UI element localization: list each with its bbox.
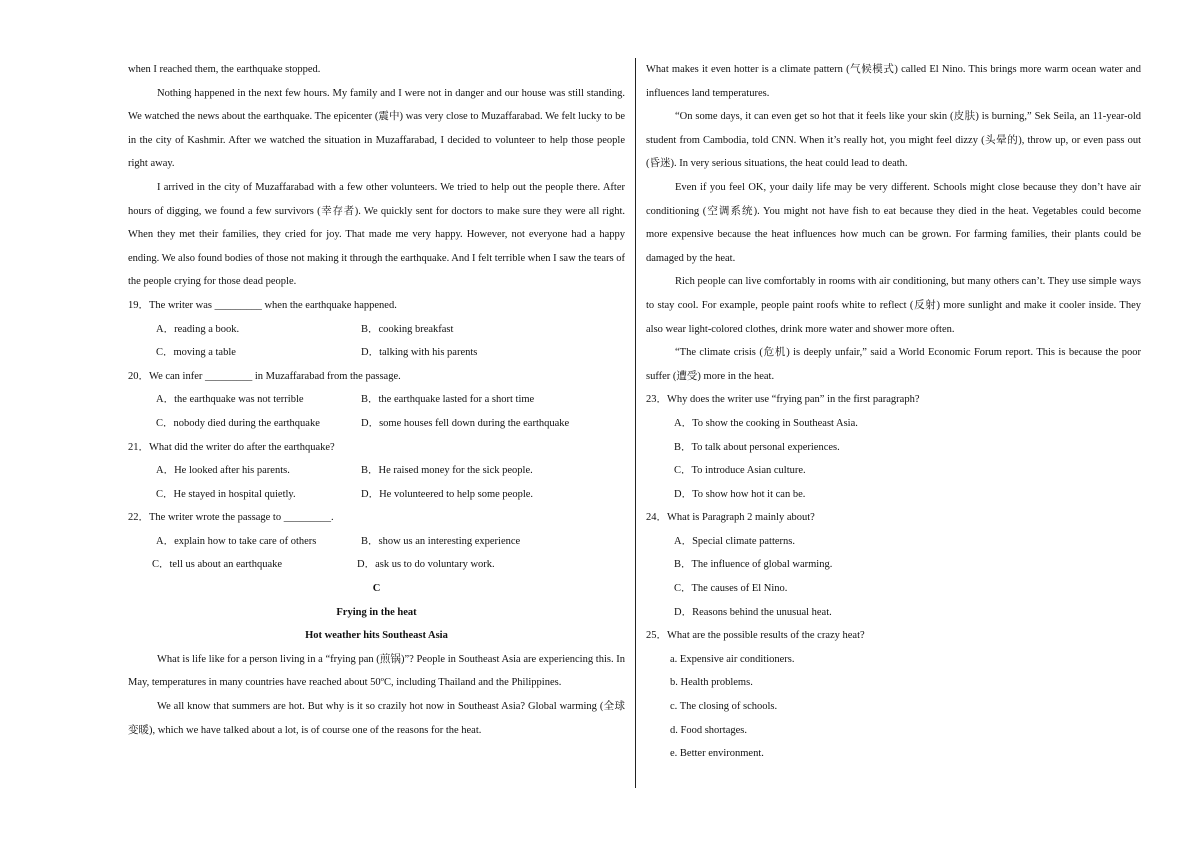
- question-19: 19．The writer was _________ when the earthquake happened.: [128, 299, 397, 311]
- paragraph: What is life like for a person living in a “frying pan (煎锅)”? People in Southeast Asia are experiencing this. In May, temperatures in many countries have reached about 50ºC, including Thailand and the Philippines.: [128, 653, 625, 689]
- option: B．To talk about personal experiences.: [674, 441, 840, 453]
- option: C．nobody died during the earthquake: [156, 417, 320, 429]
- right-column: [646, 58, 1141, 766]
- option: B．show us an interesting experience: [361, 535, 521, 547]
- options-row: [128, 318, 625, 342]
- options-row: [128, 388, 625, 412]
- question-24: 24．What is Paragraph 2 mainly about?: [646, 512, 815, 524]
- option: A．To show the cooking in Southeast Asia.: [674, 417, 858, 429]
- option: D．talking with his parents: [361, 347, 478, 359]
- paragraph: “On some days, it can even get so hot that it feels like your skin (皮肤) is burning,” Sek Seila, an 11-year-old student from Cambodia, told CNN. When it’s really hot, you might feel dizzy (头晕的), throw up, or even pass out (昏迷). In very serious situations, the heat could lead to death.: [646, 111, 1141, 170]
- paragraph: Nothing happened in the next few hours. My family and I were not in danger and our house was still standing. We watched the news about the earthquake. The epicenter (震中) was very close to Muzaffarabad. We felt lucky to be in the city of Kashmir. After we watched the situation in Muzaffarabad, I decided to volunteer to help those people right away.: [128, 87, 625, 170]
- paragraph: when I reached them, the earthquake stopped.: [128, 64, 321, 75]
- options-row: [128, 459, 625, 483]
- paragraph: Even if you feel OK, your daily life may be very different. Schools might close because they don’t have air conditioning (空调系统). You might not have fish to eat because they died in the heat. Vegetables could become more expensive because the heat influences how much can be grown. For farming families, their plants could be damaged by the heat.: [646, 181, 1141, 264]
- option: C．The causes of El Nino.: [674, 583, 788, 595]
- question-20: 20．We can infer _________ in Muzaffarabad from the passage.: [128, 370, 401, 382]
- option: C．To introduce Asian culture.: [674, 465, 806, 477]
- option: C．He stayed in hospital quietly.: [156, 488, 296, 500]
- options-row: [128, 530, 625, 554]
- option: A．reading a book.: [156, 323, 240, 335]
- question-23: 23．Why does the writer use “frying pan” in the first paragraph?: [646, 394, 920, 406]
- option: C．tell us about an earthquake: [152, 559, 283, 571]
- question-22: 22．The writer wrote the passage to _________.: [128, 512, 334, 524]
- option: B．The influence of global warming.: [674, 559, 833, 571]
- option: B．cooking breakfast: [361, 323, 454, 335]
- options-row: [128, 483, 625, 507]
- option: D．Reasons behind the unusual heat.: [674, 606, 832, 618]
- question-21: 21．What did the writer do after the earthquake?: [128, 441, 335, 453]
- paragraph: We all know that summers are hot. But why is it so crazily hot now in Southeast Asia? Global warming (全球变暖), which we have talked about a lot, is of course one of the reasons for the heat.: [128, 701, 625, 736]
- option: B．He raised money for the sick people.: [361, 465, 533, 477]
- option: D．some houses fell down during the earthquake: [361, 417, 570, 429]
- options-row: [128, 553, 625, 577]
- options-row: [128, 412, 625, 436]
- column-divider: [635, 58, 636, 788]
- section-letter: C: [372, 583, 381, 595]
- left-column: [128, 58, 625, 742]
- option: A．the earthquake was not terrible: [156, 394, 304, 406]
- paragraph: What makes it even hotter is a climate pattern (气候模式) called El Nino. This brings more warm ocean water and influences land temperatures.: [646, 64, 1141, 99]
- passage-subtitle: Hot weather hits Southeast Asia: [305, 630, 448, 642]
- option: D．He volunteered to help some people.: [361, 488, 534, 500]
- option: a. Expensive air conditioners.: [670, 653, 795, 665]
- option: D．ask us to do voluntary work.: [357, 559, 495, 571]
- option: A．explain how to take care of others: [156, 535, 317, 547]
- option: D．To show how hot it can be.: [674, 488, 806, 500]
- paragraph: I arrived in the city of Muzaffarabad with a few other volunteers. We tried to help out the people there. After hours of digging, we found a few survivors (幸存者). We quickly sent for doctors to make sure they were all right. When they met their families, they cried for joy. That made me very happy. However, not everyone had a happy ending. We also found bodies of those not making it through the earthquake. And I felt terrible when I saw the tears of the people crying for those dead people.: [128, 181, 625, 288]
- option: A．He looked after his parents.: [156, 465, 290, 477]
- options-row: [128, 341, 625, 365]
- option: e. Better environment.: [670, 748, 764, 760]
- paragraph: Rich people can live comfortably in rooms with air conditioning, but many others can’t. They use simple ways to stay cool. For example, people paint roofs white to reflect (反射) more sunlight and make it cooler inside. They also wear light-colored clothes, drink more water and shower more often.: [646, 276, 1141, 335]
- option: b. Health problems.: [670, 677, 753, 689]
- passage-title: Frying in the heat: [336, 606, 417, 618]
- option: c. The closing of schools.: [670, 701, 778, 713]
- option: A．Special climate patterns.: [674, 535, 796, 547]
- paragraph: “The climate crisis (危机) is deeply unfair,” said a World Economic Forum report. This is because the poor suffer (遭受) more in the heat.: [646, 347, 1141, 382]
- question-25: 25．What are the possible results of the crazy heat?: [646, 630, 865, 642]
- option: B．the earthquake lasted for a short time: [361, 394, 535, 406]
- option: C．moving a table: [156, 347, 236, 359]
- option: d. Food shortages.: [670, 724, 747, 736]
